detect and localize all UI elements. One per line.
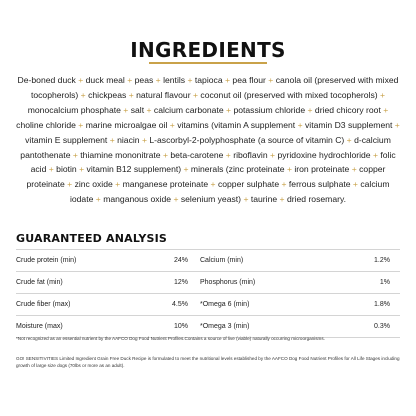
- ingredient-item: thiamine mononitrate: [80, 149, 161, 160]
- ingredient-separator: +: [173, 194, 179, 205]
- ingredient-separator: +: [109, 134, 115, 145]
- ingredient-item: taurine: [250, 194, 278, 205]
- ingredient-separator: +: [183, 164, 189, 175]
- ingredient-item: marine microalgae oil: [85, 119, 168, 130]
- ingredient-separator: +: [115, 179, 121, 190]
- nutrient-value: 0.3%: [374, 323, 390, 330]
- nutrient-value: 1.2%: [374, 257, 390, 264]
- guaranteed-analysis-title: GUARANTEED ANALYSIS: [16, 232, 168, 245]
- ingredient-item: iron proteinate: [294, 164, 350, 175]
- ingredient-separator: +: [192, 89, 198, 100]
- ingredient-item: folic acid: [30, 149, 396, 175]
- ingredient-item: vitamin E supplement: [25, 134, 108, 145]
- ingredient-separator: +: [307, 104, 313, 115]
- ingredient-item: pea flour: [232, 75, 266, 85]
- ingredient-item: natural flavour: [136, 89, 191, 100]
- ingredient-item: pyridoxine hydrochloride: [277, 149, 371, 160]
- ingredient-item: lentils: [163, 75, 186, 85]
- nutrient-name: *Omega 3 (min): [200, 323, 250, 330]
- ingredient-separator: +: [268, 75, 274, 85]
- ingredient-item: copper sulphate: [217, 179, 280, 190]
- nutrient-value: 24%: [173, 257, 188, 264]
- ingredient-item: duck meal: [85, 75, 125, 85]
- ingredient-separator: +: [72, 149, 78, 160]
- ingredient-separator: +: [226, 104, 232, 115]
- ingredient-separator: +: [281, 179, 287, 190]
- nutrient-name: Crude protein (min): [16, 257, 77, 264]
- nutrient-value: 1.8%: [374, 301, 390, 308]
- ingredient-separator: +: [394, 119, 400, 130]
- ingredient-separator: +: [95, 194, 101, 205]
- ingredient-item: salt: [130, 104, 145, 115]
- ingredient-separator: +: [210, 179, 216, 190]
- ingredient-item: biotin: [56, 164, 77, 175]
- ingredient-separator: +: [380, 89, 386, 100]
- guaranteed-analysis-table: [16, 249, 400, 338]
- ingredient-separator: +: [279, 194, 285, 205]
- ingredient-separator: +: [169, 119, 175, 130]
- ingredient-separator: +: [383, 104, 389, 115]
- ingredient-item: potassium chloride: [233, 104, 306, 115]
- ingredient-item: tapioca: [194, 75, 223, 85]
- ingredient-separator: +: [286, 164, 292, 175]
- ingredient-item: ferrous sulphate: [288, 179, 351, 190]
- title-underline: [149, 62, 267, 64]
- ingredient-item: vitamin D3 supplement: [304, 119, 393, 130]
- ingredient-item: copper proteinate: [26, 164, 386, 190]
- ingredient-separator: +: [127, 75, 133, 85]
- ingredient-item: riboflavin: [233, 149, 268, 160]
- nutrient-name: Crude fat (min): [16, 279, 63, 286]
- footnote-aafco: GO! SENSITIVITIES Limited Ingredient Grain Free Duck Recipe is formulated to meet the nutritional levels established by the AAFCO Dog Food Nutrient Profiles for All Life Stages including growth of large size dogs (70lbs or more as an adult).: [16, 356, 400, 368]
- ingredient-item: selenium yeast): [180, 194, 242, 205]
- ingredient-separator: +: [123, 104, 129, 115]
- nutrient-name: Phosphorus (min): [200, 279, 256, 286]
- ingredient-separator: +: [146, 104, 152, 115]
- ingredient-separator: +: [225, 75, 231, 85]
- ingredient-item: L-ascorbyl-2-polyphosphate (a source of vitamin C): [149, 134, 345, 145]
- ingredient-separator: +: [225, 149, 231, 160]
- ingredient-separator: +: [372, 149, 379, 160]
- ingredient-separator: +: [187, 75, 193, 85]
- ingredient-item: minerals (zinc proteinate: [190, 164, 285, 175]
- table-row: [16, 272, 400, 294]
- ingredient-separator: +: [351, 164, 357, 175]
- ingredient-item: manganous oxide: [103, 194, 172, 205]
- ingredient-item: beta-carotene: [170, 149, 224, 160]
- ingredient-separator: +: [162, 149, 168, 160]
- nutrient-name: Moisture (max): [16, 323, 63, 330]
- ingredient-item: coconut oil (preserved with mixed tocopherols): [200, 89, 378, 100]
- nutrient-value: 4.5%: [172, 301, 188, 308]
- ingredient-separator: +: [270, 149, 276, 160]
- ingredient-separator: +: [78, 75, 84, 85]
- ingredient-separator: +: [243, 194, 249, 205]
- ingredients-title: INGREDIENTS: [130, 38, 286, 62]
- ingredient-item: dried rosemary.: [286, 194, 347, 205]
- ingredient-item: choline chloride: [16, 119, 76, 130]
- table-row: [16, 250, 400, 272]
- ingredient-item: niacin: [117, 134, 140, 145]
- nutrient-value: 10%: [173, 323, 188, 330]
- ingredient-separator: +: [67, 179, 73, 190]
- ingredient-item: zinc oxide: [74, 179, 113, 190]
- ingredient-item: manganese proteinate: [122, 179, 209, 190]
- nutrient-name: Calcium (min): [200, 257, 244, 264]
- ingredient-item: peas: [134, 75, 154, 85]
- ingredient-separator: +: [48, 164, 54, 175]
- ingredient-separator: +: [79, 164, 85, 175]
- ingredient-separator: +: [155, 75, 161, 85]
- nutrient-name: Crude fiber (max): [16, 301, 71, 308]
- ingredient-item: vitamin B12 supplement): [86, 164, 182, 175]
- ingredient-separator: +: [141, 134, 147, 145]
- ingredient-item: d-calcium pantothenate: [20, 134, 391, 160]
- ingredient-separator: +: [297, 119, 303, 130]
- ingredient-separator: +: [128, 89, 134, 100]
- ingredient-separator: +: [80, 89, 86, 100]
- ingredient-item: vitamins (vitamin A supplement: [177, 119, 296, 130]
- ingredient-separator: +: [346, 134, 352, 145]
- nutrient-value: 12%: [173, 279, 188, 286]
- ingredient-item: chickpeas: [88, 89, 127, 100]
- ingredient-item: monocalcium phosphate: [27, 104, 121, 115]
- table-row: [16, 294, 400, 316]
- ingredients-list: [16, 73, 400, 207]
- ingredient-separator: +: [78, 119, 84, 130]
- ingredient-item: dried chicory root: [314, 104, 381, 115]
- ingredient-item: calcium iodate: [69, 179, 390, 205]
- ingredient-separator: +: [352, 179, 358, 190]
- ingredient-item: canola oil (preserved with mixed tocopherols): [30, 75, 399, 100]
- nutrient-value: 1%: [379, 279, 390, 286]
- ingredient-item: De-boned duck: [17, 75, 76, 85]
- footnote-omega: *Not recognized as an essential nutrient by the AAFCO Dog Food Nutrient Profiles.Contains a source of live (viable) naturally occurring microorganisms.: [16, 336, 325, 341]
- ingredient-item: calcium carbonate: [153, 104, 224, 115]
- nutrient-name: *Omega 6 (min): [200, 301, 250, 308]
